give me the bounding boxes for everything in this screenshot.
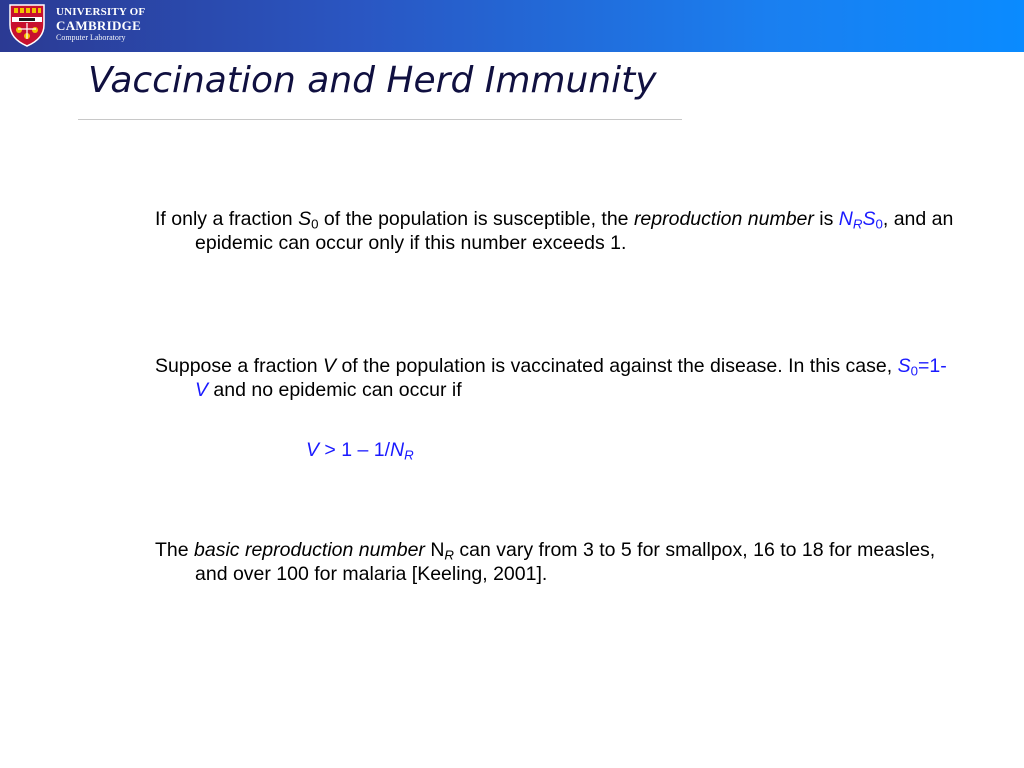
paragraph-vaccinated-fraction xyxy=(155,354,955,402)
p2-equals: =1- xyxy=(917,355,947,377)
formula-symbol-n: N xyxy=(390,439,405,461)
p1-symbol-n: N xyxy=(838,208,853,230)
p1-text-2: of the population is susceptible, the xyxy=(318,208,634,230)
p2-text-1: Suppose a fraction xyxy=(155,355,324,377)
p1-symbol-s-sub: 0 xyxy=(311,216,319,232)
p3-emphasis: basic reproduction number xyxy=(194,539,425,561)
p3-text-2: can vary from 3 to 5 for smallpox, 16 to 18 for measles, and over 100 for malaria [Keeling, 2001]. xyxy=(195,539,936,585)
p1-symbol-s2-sub: 0 xyxy=(875,216,883,232)
header-bar xyxy=(0,0,1024,52)
p2-text-2: of the population is vaccinated against the disease. In this case, xyxy=(336,355,898,377)
p1-symbol-n-sub: R xyxy=(852,216,863,232)
p1-product-expression xyxy=(839,208,883,230)
p1-emphasis: reproduction number xyxy=(633,208,814,230)
p1-text-3: is xyxy=(813,208,839,230)
cambridge-crest-icon xyxy=(8,3,46,47)
paragraph-basic-reproduction-number xyxy=(155,538,955,586)
p2-symbol-v2: V xyxy=(195,379,209,401)
p3-symbol-n-sub: R xyxy=(444,547,454,563)
formula-middle: > 1 – 1/ xyxy=(319,439,391,461)
title-divider xyxy=(78,119,682,120)
university-logo xyxy=(8,3,145,47)
formula-symbol-v: V xyxy=(306,439,320,461)
p3-symbol-n: N xyxy=(424,539,445,561)
p1-text-1: If only a fraction xyxy=(155,208,299,230)
formula-symbol-n-sub: R xyxy=(404,447,414,463)
logo-university-of: UNIVERSITY OF xyxy=(56,6,146,19)
p1-symbol-s: S xyxy=(298,208,312,230)
herd-immunity-threshold-formula xyxy=(306,438,414,462)
p1-symbol-s2: S xyxy=(862,208,876,230)
paragraph-susceptible-fraction xyxy=(155,207,955,255)
p1-text-4: , and an epidemic can occur only if this number exceeds 1. xyxy=(195,208,954,254)
p2-text-3: and no epidemic can occur if xyxy=(208,379,462,401)
p3-text-1: The xyxy=(155,539,195,561)
p2-symbol-s: S xyxy=(897,355,911,377)
slide-title: Vaccination and Herd Immunity xyxy=(88,60,657,101)
p2-symbol-v: V xyxy=(323,355,337,377)
logo-cambridge: CAMBRIDGE xyxy=(56,17,142,33)
p2-symbol-s-sub: 0 xyxy=(910,363,918,379)
logo-text xyxy=(56,7,145,43)
logo-department: Computer Laboratory xyxy=(56,33,126,43)
